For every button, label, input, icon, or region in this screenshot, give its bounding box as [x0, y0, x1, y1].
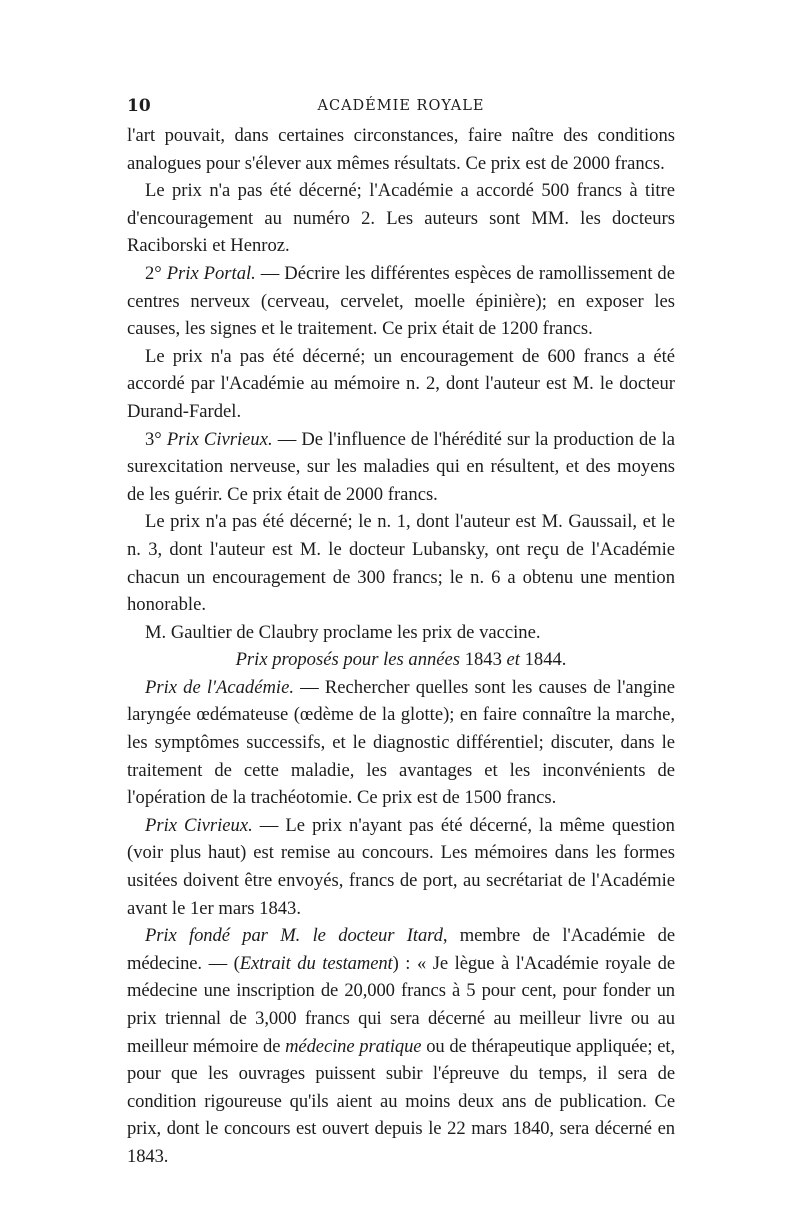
- text-run: — Le prix n'ayant pas été décerné, la même question (voir plus haut) est remise au concours. Les mémoires dans les formes usitées doivent être envoyés, francs de port, au secrétariat de l'Académie avant le 1er mars 1843.: [127, 814, 675, 919]
- text-run: 2°: [145, 262, 167, 284]
- body-text: [127, 122, 675, 1171]
- text-run: — De l'influence de l'hérédité sur la production de la surexcitation nerveuse, sur les maladies qui en résultent, et des moyens de les guérir. Ce prix était de 2000 francs.: [127, 428, 676, 505]
- paragraph: [127, 508, 675, 618]
- page-header: [127, 96, 675, 122]
- text-run: Le prix n'a pas été décerné; l'Académie a accordé 500 francs à titre d'encouragement au numéro 2. Les auteurs sont MM. les docteurs Raciborski et Henroz.: [127, 180, 675, 257]
- paragraph: [127, 674, 675, 812]
- italic-text: Prix fondé par M. le docteur Itard: [145, 925, 443, 947]
- italic-text: médecine pratique: [285, 1035, 422, 1057]
- text-run: Le prix n'a pas été décerné; un encouragement de 600 francs a été accordé par l'Académie au mémoire n. 2, dont l'auteur est M. le docteur Durand-Fardel.: [127, 345, 675, 422]
- italic-text: Prix Civrieux.: [145, 814, 253, 836]
- paragraph: [127, 426, 675, 509]
- paragraph: [127, 177, 675, 260]
- text-run: M. Gaultier de Claubry proclame les prix de vaccine.: [145, 621, 541, 643]
- text-run: ou de thérapeutique appliquée; et, pour que les ouvrages puissent subir l'épreuve du temps, il sera de condition rigoureuse qu'ils aient au moins deux ans de publication. Ce prix, dont le concours est ouvert depuis le 22 mars 1840, sera décerné en 1843.: [127, 1035, 675, 1167]
- book-page: [127, 96, 675, 1171]
- text-run: — Rechercher quelles sont les causes de l'angine laryngée œdémateuse (œdème de la glotte); en faire connaître la marche, les symptômes successifs, et le diagnostic différentiel; discuter, dans le traitement de cette maladie, les avantages et les inconvénients de l'opération de la trachéotomie. Ce prix est de 1500 francs.: [127, 676, 675, 809]
- paragraph: [127, 260, 675, 343]
- text-run: 1844.: [519, 649, 567, 671]
- italic-text: et: [506, 649, 520, 671]
- text-run: — Décrire les différentes espèces de ramollissement de centres nerveux (cerveau, cervelet, moelle épinière); en exposer les causes, les signes et le traitement. Ce prix était de 1200 francs.: [127, 262, 675, 340]
- text-run: ) : « Je lègue à l'Académie royale de médecine une inscription de 20,000 francs à 5 pour cent, pour fonder un prix triennal de 3,000 francs qui sera décerné au meilleur livre ou au meilleur mémoire de: [127, 952, 675, 1057]
- paragraph: [127, 343, 675, 426]
- paragraph: [127, 122, 675, 177]
- italic-text: Prix proposés pour les années: [235, 649, 461, 671]
- italic-text: Extrait du testament: [239, 952, 393, 974]
- text-run: 1843: [460, 649, 507, 671]
- italic-text: Prix Portal.: [166, 262, 256, 284]
- paragraph: [127, 646, 675, 674]
- paragraph: [127, 619, 675, 647]
- paragraph: [127, 812, 675, 922]
- italic-text: Prix de l'Académie.: [145, 676, 294, 698]
- text-run: 3°: [145, 428, 167, 450]
- text-run: Le prix n'a pas été décerné; le n. 1, dont l'auteur est M. Gaussail, et le n. 3, dont l'auteur est M. le docteur Lubansky, ont reçu de l'Académie chacun un encouragement de 300 francs; le n. 6 a obtenu une mention honorable.: [127, 511, 675, 616]
- text-run: l'art pouvait, dans certaines circonstances, faire naître des conditions analogues pour s'élever aux mêmes résultats. Ce prix est de 2000 francs.: [127, 125, 675, 174]
- running-title: ACADÉMIE ROYALE: [317, 98, 485, 114]
- text-run: , membre de l'Académie de médecine. — (: [127, 925, 675, 974]
- page-number: 10: [127, 96, 151, 116]
- paragraph: [127, 922, 675, 1170]
- italic-text: Prix Civrieux.: [166, 428, 273, 450]
